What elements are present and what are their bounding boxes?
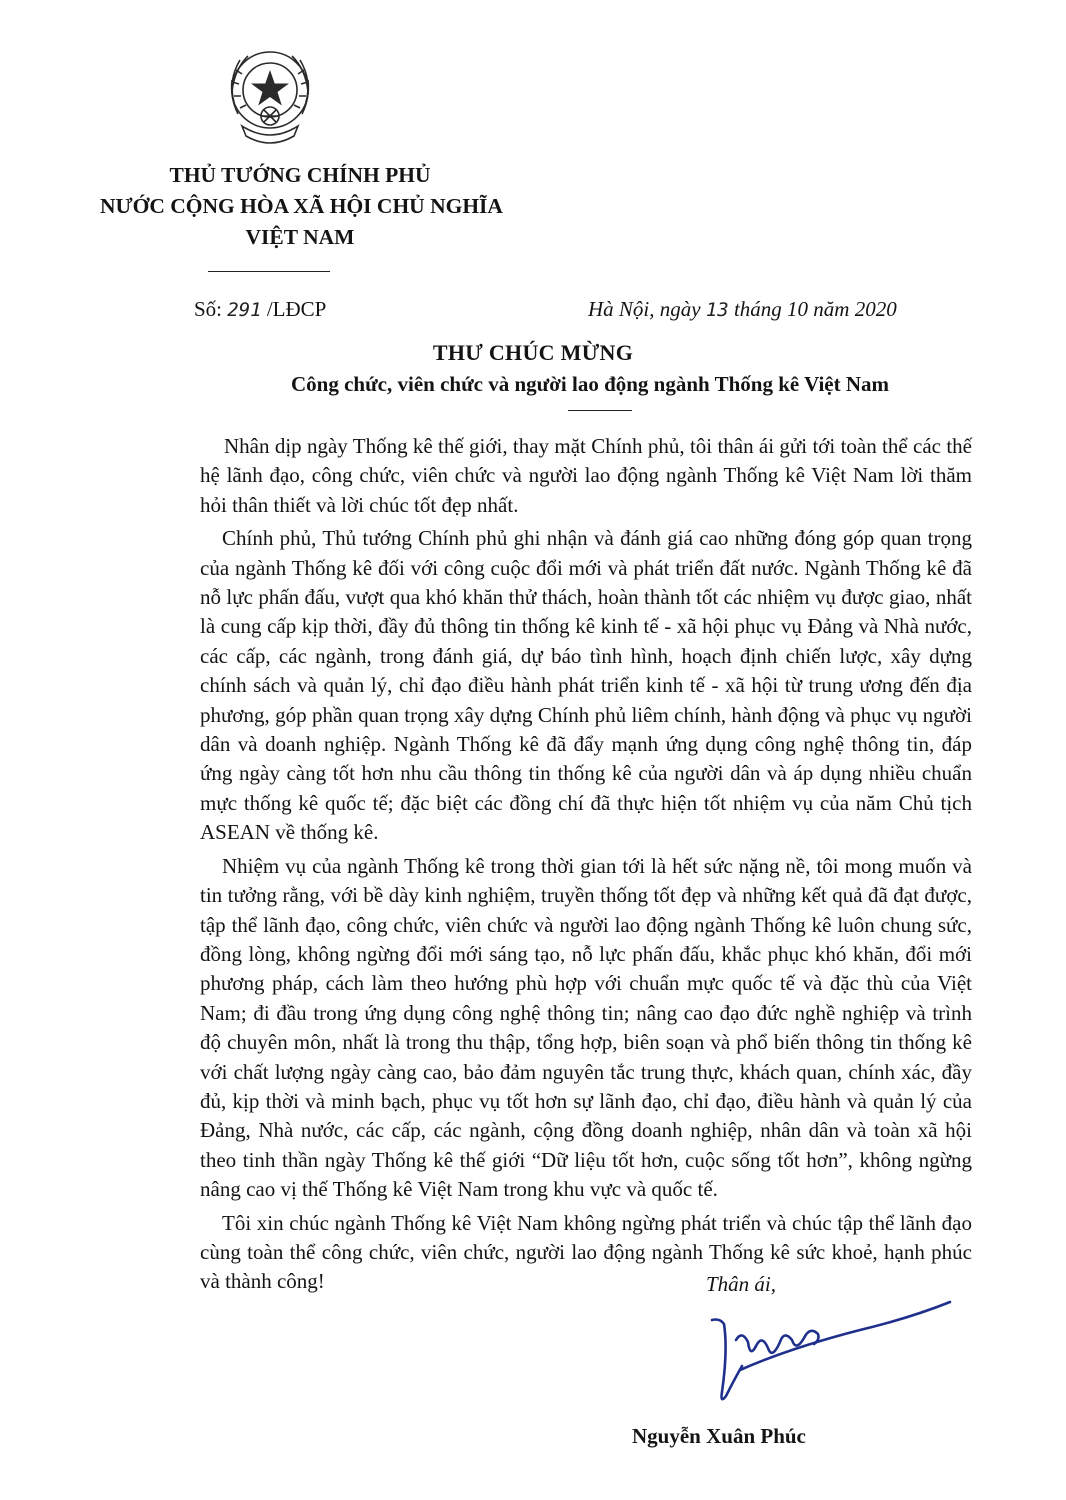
title-divider [568,410,632,411]
date-place: Hà Nội, ngày [588,297,701,321]
letter-body [200,432,972,1301]
issuer-block [100,160,503,253]
handwritten-signature-icon [700,1300,960,1410]
document-number-suffix: /LĐCP [266,297,327,321]
letter-subtitle: Công chức, viên chức và người lao động ngành Thống kê Việt Nam [290,372,890,396]
date-day: 13 [705,299,729,321]
signer-name: Nguyễn Xuân Phúc [632,1424,806,1448]
date-month-year: tháng 10 năm 2020 [733,297,897,321]
paragraph-4: Tôi xin chúc ngành Thống kê Việt Nam không ngừng phát triển và chúc tập thể lãnh đạo cùng toàn thể công chức, viên chức, người lao động ngành Thống kê sức khoẻ, hạnh phúc và thành công! [200,1210,972,1294]
issuer-line-1: THỦ TƯỚNG CHÍNH PHỦ [169,163,431,187]
paragraph-3: Nhiệm vụ của ngành Thống kê trong thời gian tới là hết sức nặng nề, tôi mong muốn và tin tưởng rằng, với bề dày kinh nghiệm, truyền thống tốt đẹp và những kết quả đã đạt được, tập thể lãnh đạo, công chức, viên chức và người lao động ngành Thống kê luôn chung sức, đồng lòng, không ngừng đổi mới sáng tạo, nỗ lực phấn đấu, khắc phục khó khăn, đổi mới phương pháp, cách làm theo hướng phù hợp với chuẩn mực quốc tế và đặc thù của Việt Nam; đi đầu trong ứng dụng công nghệ thông tin; nâng cao đạo đức nghề nghiệp và trình độ chuyên môn, nhất là trong thu thập, tổng hợp, biên soạn và phổ biến thông tin thống kê với chất lượng ngày càng cao, bảo đảm nguyên tắc trung thực, khách quan, chính xác, đầy đủ, kịp thời và minh bạch, phục vụ tốt hơn sự lãnh đạo, chỉ đạo, điều hành và quản lý của Đảng, Nhà nước, các cấp, các ngành, cộng đồng doanh nghiệp, nhân dân và toàn xã hội theo tinh thần ngày Thống kê thế giới “Dữ liệu tốt hơn, cuộc sống tốt hơn”, không ngừng nâng cao vị thế Thống kê Việt Nam trong khu vực và quốc tế. [200,853,972,1202]
paragraph-1: Nhân dịp ngày Thống kê thế giới, thay mặt Chính phủ, tôi thân ái gửi tới toàn thể các thế hệ lãnh đạo, công chức, viên chức và người lao động ngành Thống kê Việt Nam lời thăm hỏi thân thiết và lời chúc tốt đẹp nhất. [200,434,972,517]
header-divider [208,271,330,272]
issuer-line-3: VIỆT NAM [245,225,355,249]
letter-title: THƯ CHÚC MỪNG [432,340,634,365]
closing-salutation: Thân ái, [706,1272,777,1296]
document-number [194,297,326,322]
date-line [588,297,897,322]
issuer-line-2: NƯỚC CỘNG HÒA XÃ HỘI CHỦ NGHĨA [100,194,503,218]
paragraph-2: Chính phủ, Thủ tướng Chính phủ ghi nhận và đánh giá cao những đóng góp quan trọng của ngành Thống kê đối với công cuộc đổi mới và phát triển đất nước. Ngành Thống kê đã nỗ lực phấn đấu, vượt qua khó khăn thử thách, hoàn thành tốt các nhiệm vụ được giao, nhất là cung cấp kịp thời, đầy đủ thông tin thống kê kinh tế - xã hội phục vụ Đảng và Nhà nước, các cấp, các ngành, trong đánh giá, dự báo tình hình, hoạch định chiến lược, xây dựng chính sách và quản lý, chỉ đạo điều hành phát triển kinh tế - xã hội từ trung ương đến địa phương, góp phần quan trọng xây dựng Chính phủ liêm chính, hành động và phục vụ người dân và doanh nghiệp. Ngành Thống kê đã đẩy mạnh ứng dụng công nghệ thông tin, đáp ứng ngày càng tốt hơn nhu cầu thông tin thống kê của người dân và áp dụng nhiều chuẩn mực thống kê quốc tế; đặc biệt các đồng chí đã thực hiện tốt nhiệm vụ của năm Chủ tịch ASEAN về thống kê. [200,526,972,845]
national-emblem-icon [214,40,326,152]
document-number-value: 291 [227,299,262,321]
document-number-prefix: Số: [194,297,223,321]
